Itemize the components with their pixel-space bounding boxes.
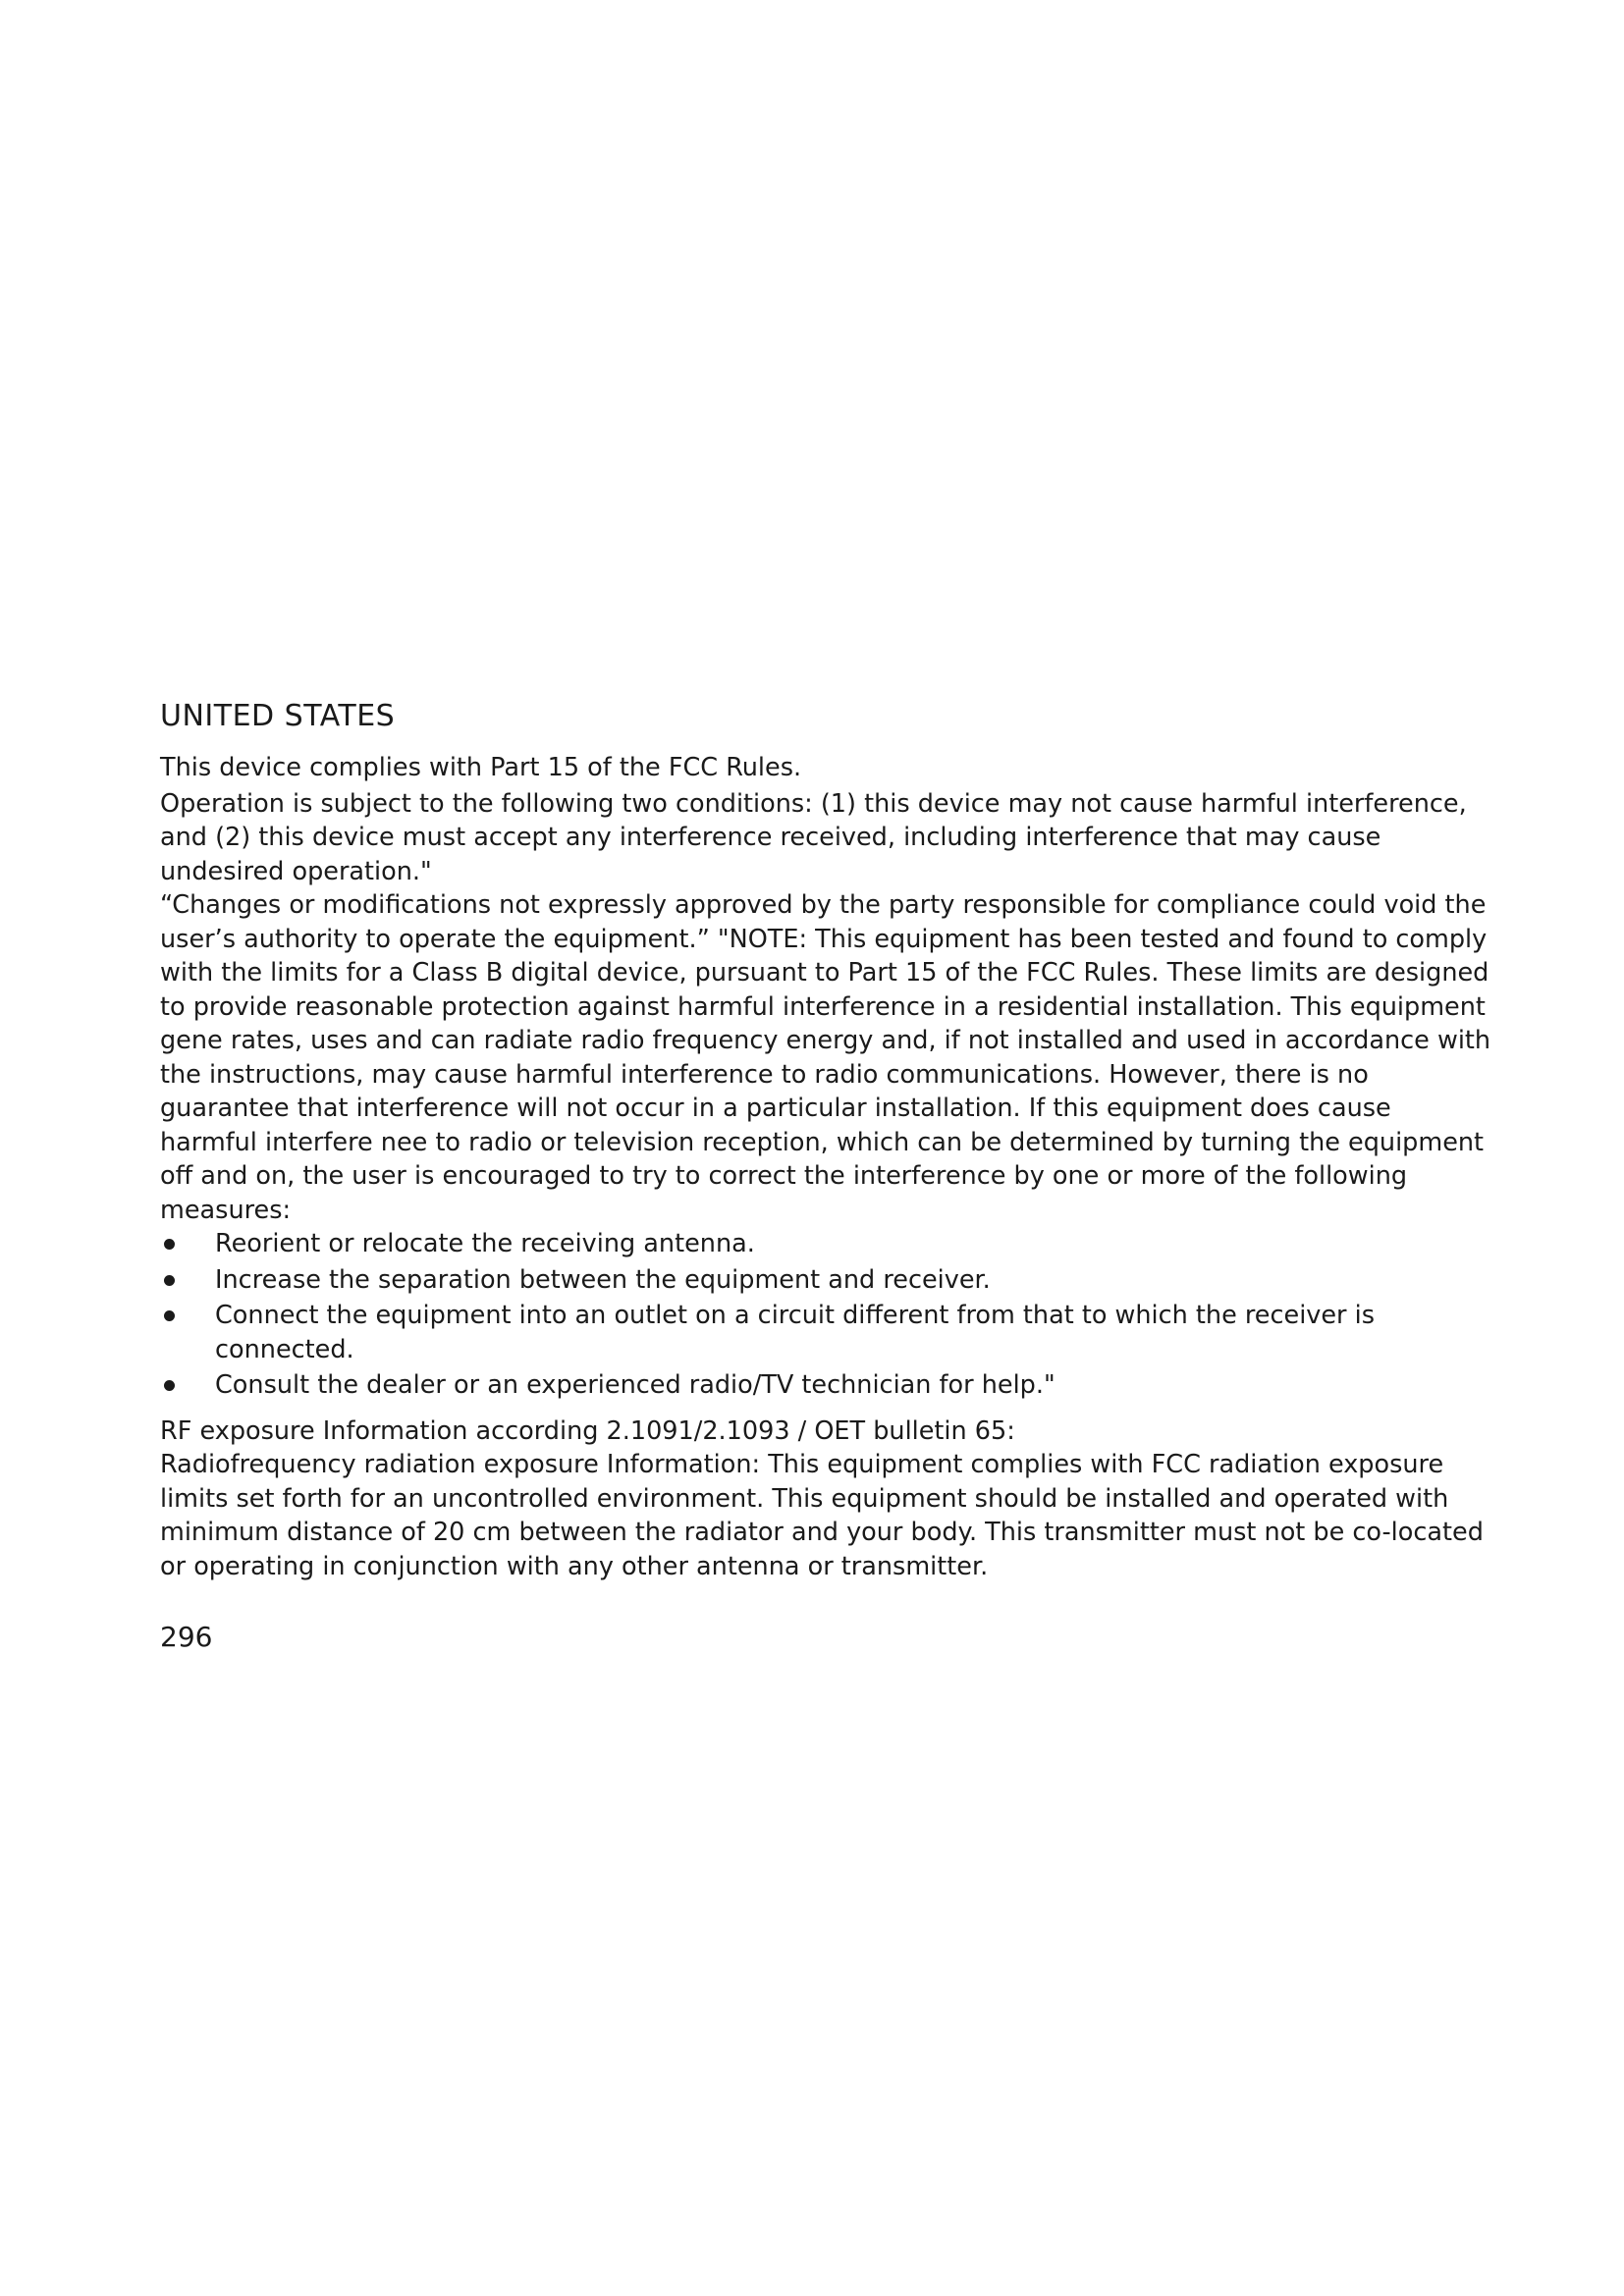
list-item (160, 1368, 1495, 1403)
changes-note-paragraph: “Changes or modifications not expressly approved by the party responsible for compliance could void the user’s authority to operate the equipment.” "NOTE: This equipment has been tested and found to comply with the limits for a Class B digital device, pursuant to Part 15 of the FCC Rules. These limits are designed to provide reasonable protection against harmful interference in a residential installation. This equipment gene rates, uses and can radiate radio frequency energy and, if not installed and used in accordance with the instructions, may cause harmful interference to radio communications. However, there is no guarantee that interference will not occur in a particular installation. If this equipment does cause harmful interfere nee to radio or television reception, which can be determined by turning the equipment off and on, the user is encouraged to try to correct the interference by one or more of the following measures: (160, 890, 1491, 1225)
bullet-icon (164, 1239, 175, 1250)
list-item (160, 1263, 1495, 1298)
compliance-statement: This device complies with Part 15 of the FCC Rules. (160, 753, 802, 782)
rf-exposure-title: RF exposure Information according 2.1091/2.1093 / OET bulletin 65: (160, 1415, 1015, 1446)
page-number: 296 (160, 1621, 213, 1653)
list-item-text: Connect the equipment into an outlet on a circuit different from that to which the receiver is connected. (215, 1301, 1376, 1364)
bullet-icon (164, 1380, 175, 1391)
list-item (160, 1227, 1495, 1261)
section-heading: UNITED STATES (160, 699, 396, 733)
bullet-icon (164, 1275, 175, 1286)
list-item-text: Increase the separation between the equipment and receiver. (215, 1264, 991, 1295)
list-item-text: Consult the dealer or an experienced radio/TV technician for help." (215, 1370, 1056, 1400)
document-page (160, 699, 1495, 1653)
measures-list (160, 1227, 1495, 1403)
rf-exposure-paragraph: Radiofrequency radiation exposure Information: This equipment complies with FCC radiation exposure limits set forth for an uncontrolled environment. This equipment should be installed and operated with minimum distance of 20 cm between the radiator and your body. This transmitter must not be co-located or operating in conjunction with any other antenna or transmitter. (160, 1450, 1484, 1581)
conditions-paragraph: Operation is subject to the following two conditions: (1) this device may not cause harmful interference, and (2) this device must accept any interference received, including interference that may cause undesired operation." (160, 788, 1467, 886)
bullet-icon (164, 1310, 175, 1321)
list-item (160, 1299, 1495, 1366)
list-item-text: Reorient or relocate the receiving antenna. (215, 1229, 755, 1258)
